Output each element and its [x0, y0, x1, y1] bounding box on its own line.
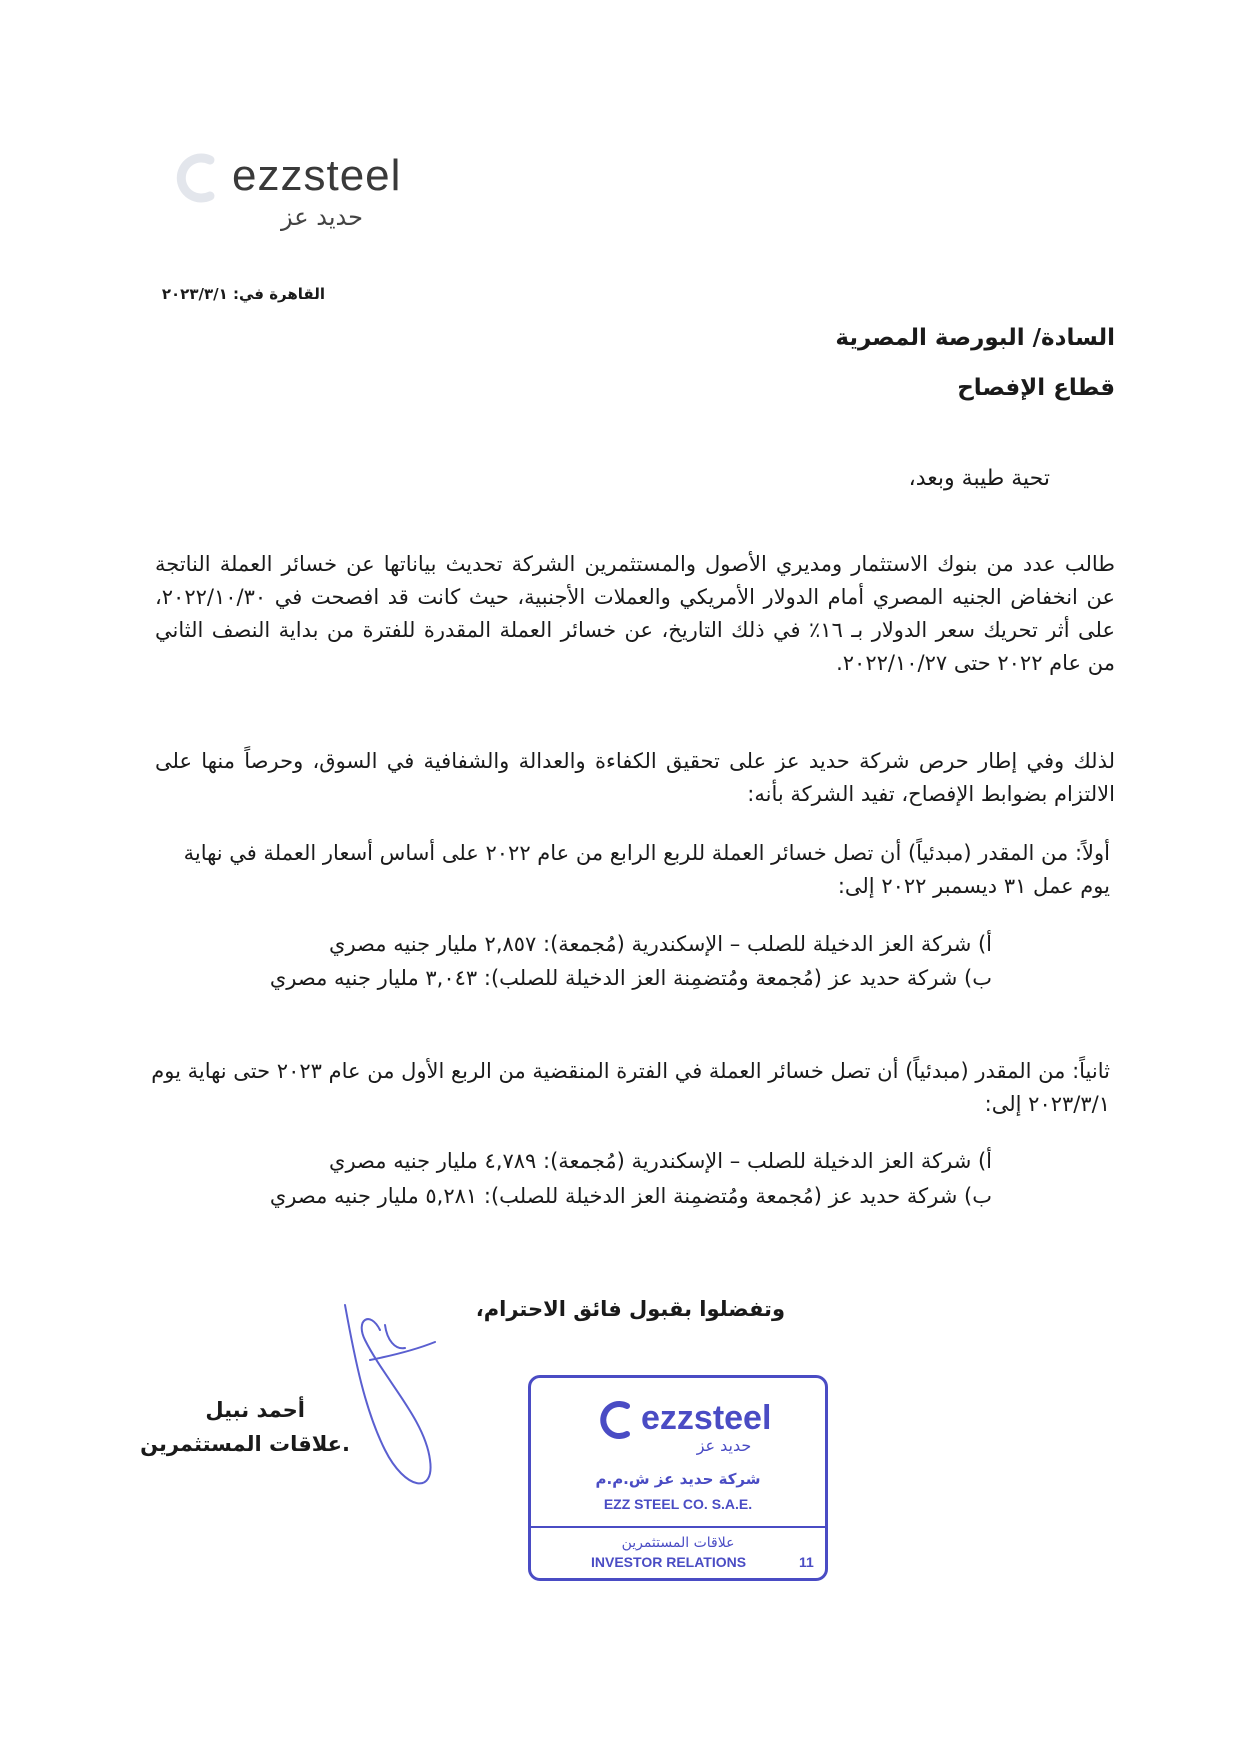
addressee-line1: السادة/ البورصة المصرية	[835, 325, 1115, 351]
stamp-department-english: INVESTOR RELATIONS	[591, 1554, 747, 1570]
greeting: تحية طيبة وبعد،	[908, 466, 1050, 491]
paragraph-disclosure: لذلك وفي إطار حرص شركة حديد عز على تحقيق الكفاءة والعدالة والشفافية في السوق، وحرصاً منها على الالتزام بضوابط الإفصاح، تفيد الشركة بأنه:	[155, 749, 1115, 806]
stamp-company-english: EZZ STEEL CO. S.A.E.	[603, 1496, 753, 1512]
item2-heading: ثانياً: من المقدر (مبدئياً) أن تصل خسائر العملة في الفترة المنقضية من الربع الأول من عام ٢٠٢٣ حتى نهاية يوم ٢٠٢٣/٣/١ إلى:	[151, 1059, 1110, 1116]
item2-sub-a: أ) شركة العز الدخيلة للصلب – الإسكندرية (مُجمعة): ٤,٧٨٩ مليار جنيه مصري	[329, 1149, 992, 1173]
logo-ring-icon	[170, 150, 226, 206]
paragraph-intro: طالب عدد من بنوك الاستثمار ومديري الأصول والمستثمرين الشركة تحديث بياناتها عن خسائر العملة الناتجة عن انخفاض الجنيه المصري أمام الدولار الأمريكي والعملات الأجنبية، حيث كانت قد افصحت في ٢٠٢٢/١٠/٣٠، على أثر تحريك سعر الدولار بـ ١٦٪ في ذلك التاريخ، عن خسائر العملة المقدرة للفترة من بداية النصف الثاني من عام ٢٠٢٢ حتى ٢٠٢٢/١٠/٢٧.	[155, 552, 1115, 675]
stamp-wordmark: ezzsteel	[641, 1399, 772, 1437]
item1-heading: أولاً: من المقدر (مبدئياً) أن تصل خسائر العملة للربع الرابع من عام ٢٠٢٢ على أساس أسعار العملة في نهاية يوم عمل ٣١ ديسمبر ٢٠٢٢ إلى:	[183, 841, 1110, 898]
logo-arabic-wordmark: حديد عز	[281, 203, 363, 231]
letter-date: القاهرة في: ٢٠٢٣/٣/١	[161, 285, 325, 303]
logo-wordmark: ezzsteel	[232, 151, 402, 200]
item1-sub-b: ب) شركة حديد عز (مُجمعة ومُتضمِنة العز الدخيلة للصلب): ٣,٠٤٣ مليار جنيه مصري	[269, 966, 992, 990]
stamp-number: 11	[799, 1554, 814, 1570]
signatory-name: أحمد نبيل	[205, 1398, 305, 1422]
company-stamp	[528, 1375, 828, 1581]
closing-salutation: وتفضلوا بقبول فائق الاحترام،	[475, 1297, 785, 1321]
stamp-company-arabic: شركة حديد عز ش.م.م	[595, 1470, 761, 1488]
letterhead-logo	[170, 150, 430, 250]
signatory-title: .علاقات المستثمرين	[140, 1432, 350, 1456]
addressee-line2: قطاع الإفصاح	[957, 375, 1115, 401]
handwritten-signature	[325, 1300, 455, 1500]
stamp-divider	[531, 1526, 825, 1528]
stamp-arabic-wordmark: حديد عز	[696, 1436, 752, 1455]
stamp-logo-ring-icon	[595, 1398, 639, 1442]
stamp-department-arabic: علاقات المستثمرين	[621, 1535, 735, 1551]
item1-sub-a: أ) شركة العز الدخيلة للصلب – الإسكندرية (مُجمعة): ٢,٨٥٧ مليار جنيه مصري	[329, 932, 992, 956]
item2-sub-b: ب) شركة حديد عز (مُجمعة ومُتضمِنة العز الدخيلة للصلب): ٥,٢٨١ مليار جنيه مصري	[269, 1184, 992, 1208]
